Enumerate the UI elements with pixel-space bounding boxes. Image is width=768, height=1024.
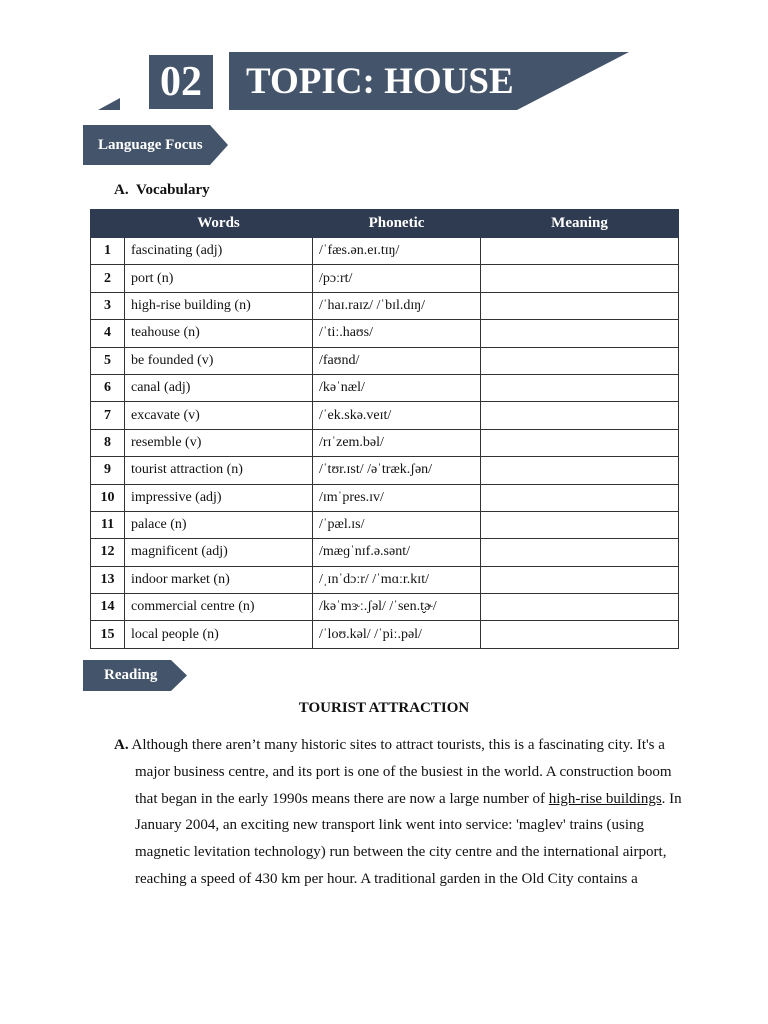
meaning-cell: [481, 484, 679, 511]
column-header-phonetic: Phonetic: [313, 210, 481, 238]
paragraph-a: [114, 732, 684, 893]
table-row: [91, 402, 679, 429]
table-row: [91, 511, 679, 538]
meaning-cell: [481, 621, 679, 648]
meaning-cell: [481, 402, 679, 429]
phonetic-cell: /pɔːrt/: [313, 265, 481, 292]
meaning-cell: [481, 320, 679, 347]
language-focus-tag: [83, 125, 228, 165]
table-row: [91, 539, 679, 566]
topic-title: TOPIC: HOUSE: [246, 61, 514, 102]
corner-decoration: [98, 98, 120, 110]
meaning-cell: [481, 238, 679, 265]
reading-label: Reading: [104, 667, 158, 683]
phonetic-cell: /ˈtʊr.ɪst/ /əˈtræk.ʃən/: [313, 457, 481, 484]
word-cell: tourist attraction (n): [125, 457, 313, 484]
word-cell: high-rise building (n): [125, 292, 313, 319]
word-cell: port (n): [125, 265, 313, 292]
row-number-cell: 10: [91, 484, 125, 511]
phonetic-cell: /ɪmˈpres.ɪv/: [313, 484, 481, 511]
table-row: [91, 457, 679, 484]
row-number-cell: 12: [91, 539, 125, 566]
reading-title: TOURIST ATTRACTION: [298, 700, 470, 716]
row-number-cell: 13: [91, 566, 125, 593]
meaning-cell: [481, 539, 679, 566]
phonetic-cell: /ˈhaɪ.raɪz/ /ˈbɪl.dɪŋ/: [313, 292, 481, 319]
phonetic-cell: /ˌɪnˈdɔːr/ /ˈmɑːr.kɪt/: [313, 566, 481, 593]
meaning-cell: [481, 347, 679, 374]
phonetic-cell: /mæɡˈnɪf.ə.sənt/: [313, 539, 481, 566]
table-row: [91, 347, 679, 374]
table-row: [91, 292, 679, 319]
word-cell: impressive (adj): [125, 484, 313, 511]
reading-tag: [83, 660, 187, 700]
word-cell: commercial centre (n): [125, 594, 313, 621]
table-row: [91, 429, 679, 456]
column-header-words: Words: [125, 210, 313, 238]
meaning-cell: [481, 429, 679, 456]
topic-banner: [229, 52, 629, 110]
phonetic-cell: /kəˈnæl/: [313, 374, 481, 401]
phonetic-cell: /faʊnd/: [313, 347, 481, 374]
language-focus-label: Language Focus: [98, 136, 203, 153]
row-number-cell: 3: [91, 292, 125, 319]
row-number-cell: 2: [91, 265, 125, 292]
word-cell: fascinating (adj): [125, 238, 313, 265]
word-cell: excavate (v): [125, 402, 313, 429]
meaning-cell: [481, 457, 679, 484]
table-row: [91, 374, 679, 401]
table-row: [91, 594, 679, 621]
table-row: [91, 238, 679, 265]
word-cell: indoor market (n): [125, 566, 313, 593]
row-number-cell: 8: [91, 429, 125, 456]
word-cell: canal (adj): [125, 374, 313, 401]
word-cell: resemble (v): [125, 429, 313, 456]
word-cell: palace (n): [125, 511, 313, 538]
meaning-cell: [481, 292, 679, 319]
row-number-cell: 9: [91, 457, 125, 484]
phonetic-cell: /ˈtiː.haʊs/: [313, 320, 481, 347]
row-number-cell: 6: [91, 374, 125, 401]
phonetic-cell: /rɪˈzem.bəl/: [313, 429, 481, 456]
phonetic-cell: /kəˈmɝː.ʃəl/ /ˈsen.t̬ɚ/: [313, 594, 481, 621]
word-cell: local people (n): [125, 621, 313, 648]
table-row: [91, 320, 679, 347]
row-number-cell: 5: [91, 347, 125, 374]
word-cell: magnificent (adj): [125, 539, 313, 566]
phonetic-cell: /ˈloʊ.kəl/ /ˈpiː.pəl/: [313, 621, 481, 648]
table-row: [91, 484, 679, 511]
word-cell: be founded (v): [125, 347, 313, 374]
underlined-phrase: high-rise buildings: [548, 790, 662, 807]
vocabulary-table: [90, 209, 679, 649]
meaning-cell: [481, 511, 679, 538]
row-number-cell: 4: [91, 320, 125, 347]
meaning-cell: [481, 265, 679, 292]
phonetic-cell: /ˈpæl.ɪs/: [313, 511, 481, 538]
row-number-cell: 11: [91, 511, 125, 538]
meaning-cell: [481, 374, 679, 401]
table-row: [91, 265, 679, 292]
row-number-cell: 14: [91, 594, 125, 621]
meaning-cell: [481, 594, 679, 621]
vocabulary-title: Vocabulary: [136, 182, 210, 198]
unit-number: 02: [149, 55, 213, 109]
paragraph-text-start: Although there aren’t many historic sites to attract tourists, this is a fascinating city. It's a major business centre, and its port is one of the busiest in the world. A construction boom that began in the early 1990s means there are now a large number of: [128, 737, 672, 807]
reading-passage: [114, 732, 684, 893]
column-header-meaning: Meaning: [481, 210, 679, 238]
phonetic-cell: /ˈfæs.ən.eɪ.tɪŋ/: [313, 238, 481, 265]
column-header-number: [91, 210, 125, 238]
row-number-cell: 15: [91, 621, 125, 648]
meaning-cell: [481, 566, 679, 593]
vocabulary-heading: [114, 182, 210, 199]
row-number-cell: 7: [91, 402, 125, 429]
paragraph-text-end: . In January 2004, an exciting new transport link went into service: 'maglev' trains (using magnetic levitation technology) run between the city centre and the international airport, reaching a speed of 430 km per hour. A traditional garden in the Old City contains a: [135, 790, 682, 887]
table-header-row: [91, 210, 679, 238]
vocabulary-table-body: [91, 238, 679, 649]
table-row: [91, 566, 679, 593]
row-number-cell: 1: [91, 238, 125, 265]
table-row: [91, 621, 679, 648]
word-cell: teahouse (n): [125, 320, 313, 347]
phonetic-cell: /ˈek.skə.veɪt/: [313, 402, 481, 429]
vocabulary-label: A.: [114, 182, 129, 198]
paragraph-label: A.: [114, 737, 129, 753]
